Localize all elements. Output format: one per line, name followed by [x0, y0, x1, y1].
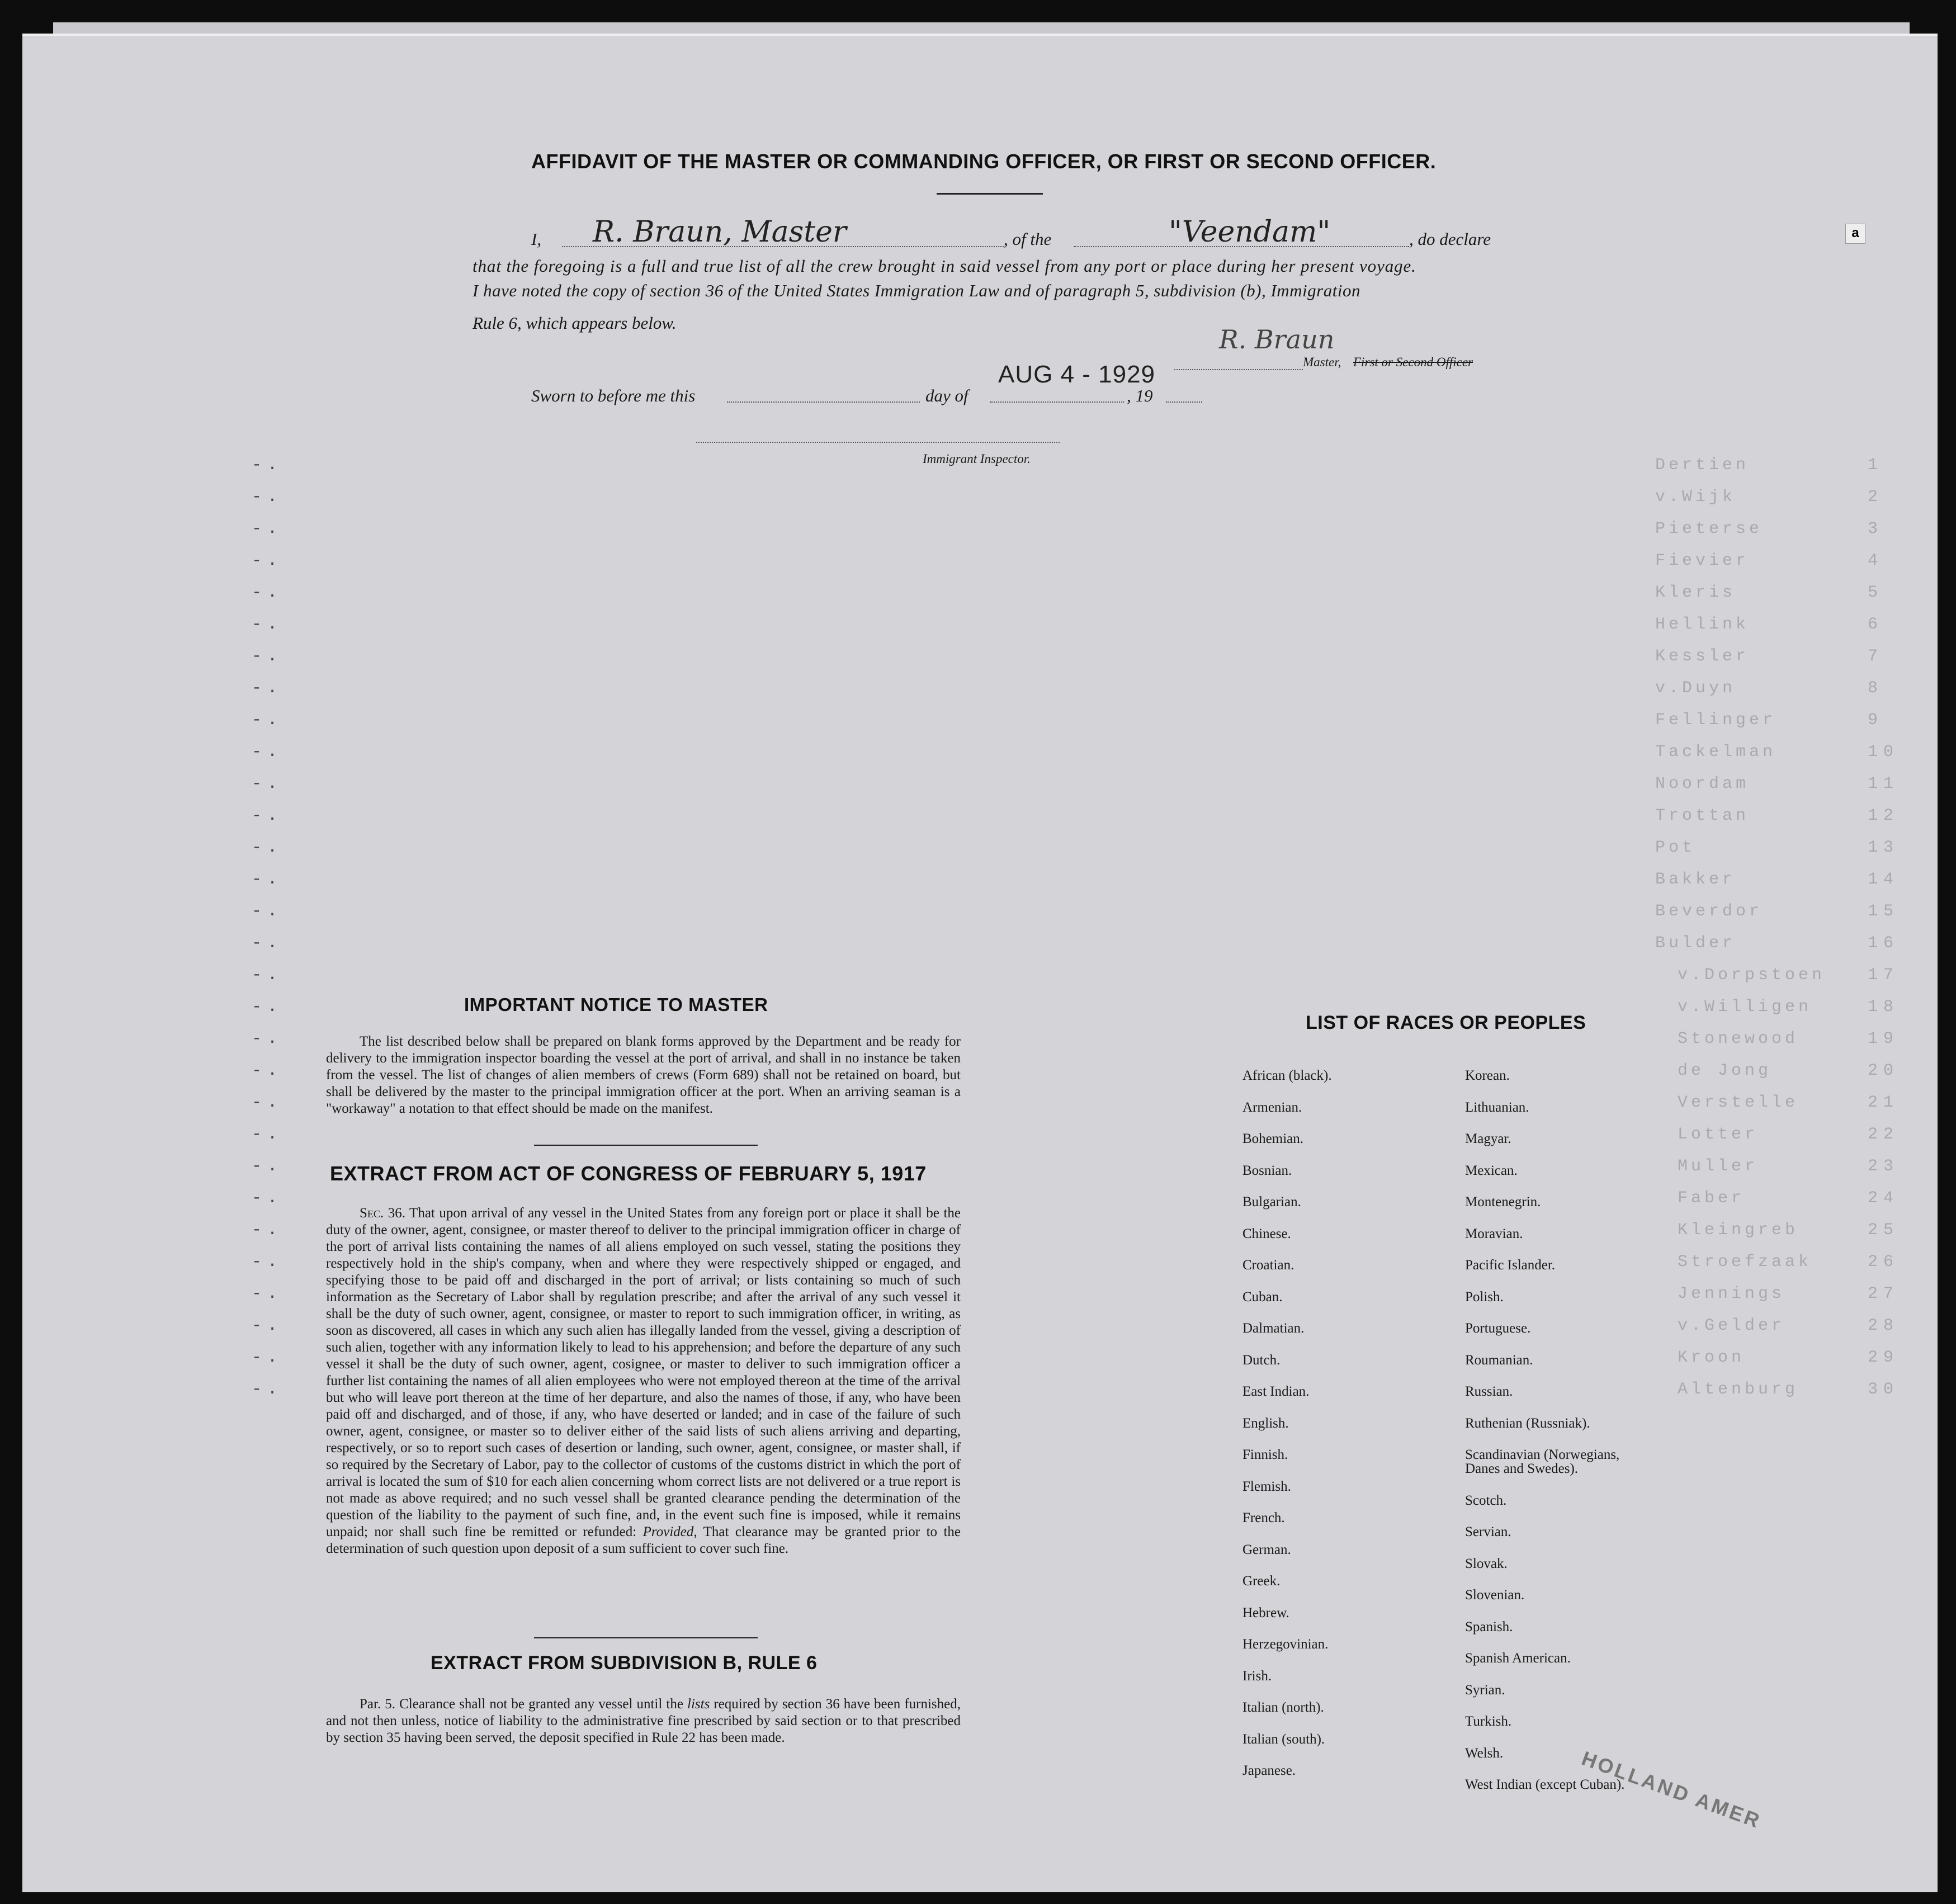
bleed-dash: -.: [252, 1316, 284, 1335]
act-sec-label: Sec. 36.: [360, 1206, 405, 1221]
race-item: Slovenian.: [1465, 1588, 1525, 1603]
bleed-row-number: 30: [1868, 1380, 1900, 1399]
bleed-row-number: 13: [1868, 838, 1900, 857]
race-item: Dutch.: [1242, 1352, 1281, 1368]
race-item: Pacific Islander.: [1465, 1258, 1556, 1273]
race-item: Herzegovinian.: [1242, 1637, 1329, 1652]
race-item: Ruthenian (Russniak).: [1465, 1415, 1590, 1431]
bleed-dash: -.: [252, 966, 284, 985]
bleed-row-number: 1: [1868, 456, 1884, 475]
bleed-row-number: 9: [1868, 711, 1884, 730]
bleed-dash: -.: [252, 1125, 284, 1144]
bleed-dash: -.: [252, 711, 284, 730]
bleed-surname: v.Wijk: [1655, 488, 1736, 507]
bleed-dash: -.: [252, 456, 284, 475]
day-of-label: day of: [925, 386, 968, 405]
race-item: Italian (south).: [1242, 1731, 1325, 1747]
bleed-surname: Lotter: [1678, 1125, 1759, 1144]
race-item: Servian.: [1465, 1524, 1511, 1539]
race-item: Roumanian.: [1465, 1352, 1533, 1368]
bleed-surname: Noordam: [1655, 774, 1750, 793]
bleed-row-number: 26: [1868, 1253, 1900, 1272]
race-item: African (black).: [1242, 1068, 1332, 1083]
master-label: Master,: [1303, 355, 1341, 369]
bleed-row-number: 23: [1868, 1157, 1900, 1176]
bleed-row-number: 20: [1868, 1061, 1900, 1080]
bleed-row-number: 5: [1868, 583, 1884, 602]
bleed-row-number: 28: [1868, 1316, 1900, 1335]
bleed-row-number: 2: [1868, 488, 1884, 507]
act-heading: EXTRACT FROM ACT OF CONGRESS OF FEBRUARY 5, 1917: [330, 1162, 927, 1185]
bleed-dash: -.: [252, 1029, 284, 1048]
race-item: Slovak.: [1465, 1556, 1508, 1571]
rule-heading: EXTRACT FROM SUBDIVISION B, RULE 6: [431, 1652, 818, 1674]
bleed-row-number: 15: [1868, 902, 1900, 921]
bleed-dash: -.: [252, 902, 284, 921]
rule-lists-word: lists: [687, 1697, 710, 1712]
bleed-dash: -.: [252, 1093, 284, 1112]
act-body-text: That upon arrival of any vessel in the United States from any foreign port or place it shall be the duty of the owner, agent, consignee, or master thereof to deliver to the principal immigration officer in charge of the port of arrival lists containing the names of all aliens employed on such vessel, stating the positions they respectively hold in the ship's company, when and where they were respectively shipped or engaged, and specifying those to be paid off and discharged in the port of arrival; or lists containing so much of such information as the Secretary of Labor shall by regulation prescribe; and after the arrival of any such vessel it shall be the duty of such owner, agent, consignee, or master to report to such immigration officer, in writing, as soon as discovered, all cases in which any such alien has illegally landed from the vessel, giving a description of such alien, together with any information likely to lead to his apprehension; and before the departure of any such vessel it shall be the duty of such owner, agent, cosignee, or master to deliver to such immigration officer a further list containing the names of all alien employees who were not employed thereon at the time of the arrival but who will leave port thereon at the time of her departure, and also the names of those, if any, who have been paid off and discharged, and of those, if any, who have deserted or landed; and in case of the failure of such owner, agent, consignee, or master so to deliver either of the said lists of such aliens arriving and departing, respectively, or so to report such cases of desertion or landing, such owner, agent, consignee, or master shall, if so required by the Secretary of Labor, pay to the collector of customs of the customs district in which the port of arrival is located the sum of $10 for each alien concerning whom correct lists are not delivered or a true report is not made as above required; and no such vessel shall be granted clearance pending the determination of the question of the liability to the payment of such fine, and, in the event such fine is imposed, while it remains unpaid; nor shall such fine be remitted or refunded:: [326, 1206, 961, 1539]
bleed-surname: Verstelle: [1678, 1093, 1799, 1112]
bleed-surname: Dertien: [1655, 456, 1750, 475]
of-the-label: , of the: [1004, 229, 1052, 249]
bleed-dash: -.: [252, 679, 284, 698]
race-item: Russian.: [1465, 1384, 1513, 1399]
signature-handwritten: R. Braun: [1219, 324, 1335, 355]
bleed-surname: Beverdor: [1655, 902, 1763, 921]
bleed-row-number: 12: [1868, 806, 1900, 825]
struck-officer-label: First or Second Officer: [1353, 355, 1473, 369]
bleed-row-number: 4: [1868, 551, 1884, 570]
date-stamp: AUG 4 - 1929: [998, 361, 1156, 388]
act-rule: [534, 1637, 758, 1638]
race-item: Croatian.: [1242, 1258, 1294, 1273]
bleed-surname: Trottan: [1655, 806, 1750, 825]
race-item: Japanese.: [1242, 1763, 1296, 1778]
race-item: Polish.: [1465, 1289, 1504, 1305]
race-item: Turkish.: [1465, 1714, 1512, 1729]
race-item: Italian (north).: [1242, 1700, 1324, 1715]
bleed-dash: -.: [252, 519, 284, 538]
sworn-label: Sworn to before me this: [531, 386, 696, 405]
document-page: [22, 34, 1938, 1892]
race-item: Moravian.: [1465, 1226, 1523, 1241]
affidavit-line-2: that the foregoing is a full and true list of all the crew brought in said vessel from any port or place during her present voyage.: [473, 256, 1416, 276]
bleed-dash: -.: [252, 1221, 284, 1240]
act-tail: That clearance may be granted prior to the determination of such question upon deposit of a sum sufficient to cover such fine.: [326, 1524, 961, 1556]
bleed-dash: -.: [252, 583, 284, 602]
vessel-name-handwritten: "Veendam": [1169, 215, 1331, 249]
bleed-dash: -.: [252, 998, 284, 1017]
race-item: Scotch.: [1465, 1492, 1507, 1508]
race-item: Montenegrin.: [1465, 1194, 1541, 1210]
bleed-dash: -.: [252, 1189, 284, 1208]
bleed-dash: -.: [252, 1348, 284, 1367]
race-item: Bohemian.: [1242, 1131, 1304, 1146]
rule-text-pre: Par. 5. Clearance shall not be granted any vessel until the: [360, 1697, 683, 1712]
bleed-dash: -.: [252, 1253, 284, 1272]
bleed-row-number: 17: [1868, 966, 1900, 985]
race-item: Bosnian.: [1242, 1163, 1292, 1178]
race-item: Spanish.: [1465, 1619, 1513, 1634]
race-item: French.: [1242, 1510, 1285, 1525]
bleed-dash: -.: [252, 1284, 284, 1303]
rule-body: [326, 1696, 961, 1746]
master-name-handwritten: R. Braun, Master: [593, 215, 847, 249]
rule-text: [326, 1696, 961, 1746]
bleed-row-number: 29: [1868, 1348, 1900, 1367]
bleed-surname: Jennings: [1678, 1284, 1785, 1303]
bleed-surname: Pot: [1655, 838, 1696, 857]
race-item: Spanish American.: [1465, 1651, 1571, 1666]
bleed-surname: Stonewood: [1678, 1029, 1799, 1048]
race-item: Dalmatian.: [1242, 1321, 1305, 1336]
bleed-dash: -.: [252, 806, 284, 825]
corner-tag: a: [1845, 224, 1865, 244]
bleed-surname: Kleris: [1655, 583, 1736, 602]
bleed-surname: Bulder: [1655, 934, 1736, 953]
bleed-surname: Tackelman: [1655, 743, 1777, 762]
act-text: [326, 1205, 961, 1557]
bleed-dash: -.: [252, 647, 284, 666]
race-item: Magyar.: [1465, 1131, 1511, 1146]
bleed-surname: Stroefzaak: [1678, 1253, 1812, 1272]
affidavit-line-4: Rule 6, which appears below.: [473, 313, 677, 333]
race-item: Finnish.: [1242, 1447, 1288, 1462]
bleed-dash: -.: [252, 774, 284, 793]
race-item: Danes and Swedes).: [1465, 1461, 1579, 1476]
notice-heading: IMPORTANT NOTICE TO MASTER: [464, 994, 768, 1015]
race-item: Syrian.: [1465, 1682, 1505, 1698]
race-item: Greek.: [1242, 1574, 1281, 1589]
bleed-surname: Kleingreb: [1678, 1221, 1799, 1240]
inspector-line: [696, 442, 1060, 443]
inspector-label: Immigrant Inspector.: [923, 452, 1031, 466]
race-item: Scandinavian (Norwegians,: [1465, 1447, 1620, 1462]
year-line: [1166, 401, 1202, 403]
race-item: Armenian.: [1242, 1099, 1302, 1115]
bleed-surname: Bakker: [1655, 870, 1736, 889]
bleed-surname: Fellinger: [1655, 711, 1777, 730]
bleed-surname: Muller: [1678, 1157, 1759, 1176]
bleed-dash: -.: [252, 1061, 284, 1080]
bleed-surname: Kroon: [1678, 1348, 1745, 1367]
notice-rule: [534, 1145, 758, 1146]
rule-text-post: required by section 36 have been furnished, and not then unless, notice of liability to the administrative fine prescribed by said section or to that prescribed by section 35 having been served, the deposit specified in Rule 22 has been made.: [326, 1697, 961, 1745]
bleed-surname: v.Duyn: [1655, 679, 1736, 698]
bleed-row-number: 3: [1868, 519, 1884, 538]
bleed-row-number: 11: [1868, 774, 1900, 793]
bleed-surname: Altenburg: [1678, 1380, 1799, 1399]
bleed-dash: -.: [252, 838, 284, 857]
bleed-row-number: 27: [1868, 1284, 1900, 1303]
race-item: Welsh.: [1465, 1745, 1504, 1761]
race-item: Flemish.: [1242, 1478, 1291, 1494]
bleed-surname: Pieterse: [1655, 519, 1763, 538]
bleed-surname: v.Dorpstoen: [1678, 966, 1826, 985]
bleed-surname: v.Willigen: [1678, 998, 1812, 1017]
races-heading: LIST OF RACES OR PEOPLES: [1306, 1012, 1586, 1033]
bleed-surname: de Jong: [1678, 1061, 1772, 1080]
race-item: Chinese.: [1242, 1226, 1291, 1241]
bleed-dash: -.: [252, 488, 284, 507]
bleed-row-number: 21: [1868, 1093, 1900, 1112]
bleed-surname: Kessler: [1655, 647, 1750, 666]
race-item: German.: [1242, 1542, 1291, 1557]
bleed-row-number: 22: [1868, 1125, 1900, 1144]
notice-body: [326, 1033, 961, 1117]
bleed-surname: Fievier: [1655, 551, 1750, 570]
race-item: West Indian (except Cuban).: [1465, 1777, 1625, 1792]
sworn-day-line: [727, 401, 920, 403]
race-item: Hebrew.: [1242, 1605, 1289, 1620]
bleed-row-number: 16: [1868, 934, 1900, 953]
race-item: English.: [1242, 1415, 1289, 1431]
race-item: Cuban.: [1242, 1289, 1283, 1305]
bleed-dash: -.: [252, 870, 284, 889]
race-item: Portuguese.: [1465, 1321, 1531, 1336]
bleed-dash: -.: [252, 615, 284, 634]
race-item: Mexican.: [1465, 1163, 1518, 1178]
do-declare-label: , do declare: [1409, 229, 1491, 249]
bleed-surname: Faber: [1678, 1189, 1745, 1208]
bleed-row-number: 8: [1868, 679, 1884, 698]
race-item: Irish.: [1242, 1668, 1272, 1684]
pronoun: I,: [531, 229, 542, 249]
bleed-row-number: 19: [1868, 1029, 1900, 1048]
bleed-row-number: 7: [1868, 647, 1884, 666]
affidavit-title: AFFIDAVIT OF THE MASTER OR COMMANDING OFFICER, OR FIRST OR SECOND OFFICER.: [531, 150, 1437, 173]
race-item: Lithuanian.: [1465, 1099, 1529, 1115]
bleed-row-number: 14: [1868, 870, 1900, 889]
bleed-row-number: 10: [1868, 743, 1900, 762]
rubber-stamp-mark: HOLLAND AMER: [1579, 1746, 1765, 1833]
affidavit-line-3: I have noted the copy of section 36 of the United States Immigration Law and of paragraph 5, subdivision (b), Immigration: [473, 281, 1360, 300]
bleed-surname: Hellink: [1655, 615, 1750, 634]
bleed-row-number: 6: [1868, 615, 1884, 634]
notice-text: The list described below shall be prepared on blank forms approved by the Department and be ready for delivery to the immigration inspector boarding the vessel at the port of arrival, and shall in no instance be taken from the vessel. The list of changes of alien members of crews (Form 689) shall not be retained on board, but shall be delivered by the master to the principal immigration officer at the port. When an arriving seaman is a "workaway" a notation to that effect should be made on the manifest.: [326, 1034, 961, 1116]
bleed-surname: v.Gelder: [1678, 1316, 1785, 1335]
bleed-row-number: 18: [1868, 998, 1900, 1017]
sworn-month-line: [990, 401, 1124, 403]
act-provided: Provided,: [642, 1524, 697, 1539]
race-item: East Indian.: [1242, 1384, 1310, 1399]
bleed-dash: -.: [252, 743, 284, 762]
bleed-dash: -.: [252, 1380, 284, 1399]
title-rule: [937, 193, 1043, 195]
bleed-dash: -.: [252, 934, 284, 953]
bleed-row-number: 25: [1868, 1221, 1900, 1240]
bleed-dash: -.: [252, 1157, 284, 1176]
bleed-row-number: 24: [1868, 1189, 1900, 1208]
bleed-dash: -.: [252, 551, 284, 570]
act-body: [326, 1205, 961, 1557]
race-item: Korean.: [1465, 1068, 1510, 1083]
year-prefix: , 19: [1127, 386, 1153, 405]
signature-line: [1174, 369, 1303, 370]
race-item: Bulgarian.: [1242, 1194, 1301, 1210]
